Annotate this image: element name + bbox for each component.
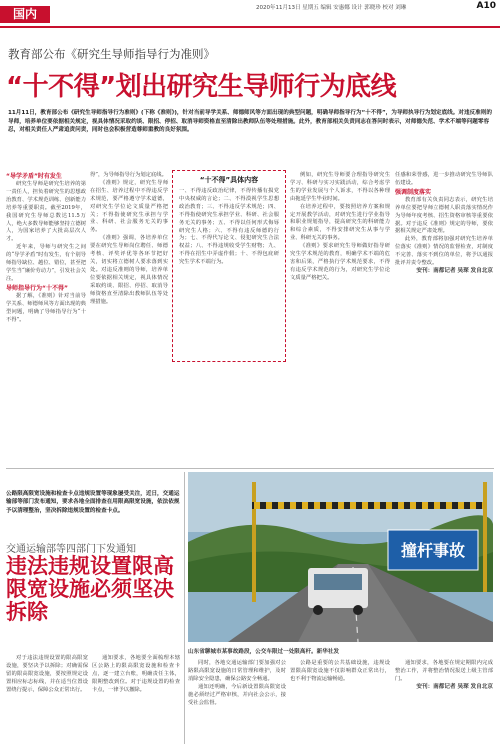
paragraph: 教育部有关负责同志表示，研究生培养单位要把导师立德树人职责落实情况作为导师年度考核、招生资格审核等重要依据。对于违反《准则》规定的导师，要依据相关规定严肃处理。	[395, 196, 493, 235]
paragraph: 公路是重要的公共基础设施，违规设置限高限宽设施不仅影响群众正常出行，也不利于物流运输畅通。	[290, 660, 390, 682]
svg-text:撞杆事故: 撞杆事故	[400, 541, 466, 560]
paragraph: 《准则》强调，各培养单位要在研究生导师岗位聘任、师德考核、评奖评优等各环节把好关，切实将立德树人要求落到实处。对违反准则的导师，培养单位要依据相关规定，视具体情况采取约谈、限招、停招、取消导师资格直至清除出教师队伍等处理措施。	[90, 235, 168, 305]
paragraph: 通知要求，各地要全面梳理本辖区公路上的限高限宽设施和检查卡点，逐一建立台账，明确责任主体，限期整改到位。对于违规设置的检查卡点，一律予以撤除。	[92, 655, 180, 693]
paragraph: 《准则》要求研究生导师做好指导研究生学术规范的教育，明确学术不端的危害和后果，严格执行学术规范要求，不得有违反学术规范的行为，对研究生学位论文质量严格把关。	[290, 243, 390, 281]
page-header	[0, 0, 500, 28]
column-rule	[184, 472, 185, 744]
paragraph: 据了解，《准则》针对当前导学关系、师德师风等方面出现的典型问题，明确了导师指导行为“十不得”。	[6, 292, 86, 323]
paragraph: 同时，各地交通运输部门要加强对公路限高限宽设施的日常管理和维护，及时消除安全隐患，确保公路安全畅通。	[188, 660, 286, 682]
story2-column-3	[188, 660, 286, 707]
section-tag: 国内	[0, 6, 50, 23]
story1-column-5	[395, 172, 493, 276]
story2-subhead: 交通运输部等四部门下发通知	[6, 544, 136, 555]
paragraph: 在培养过程中，要按照培养方案和规定开展教学活动，对研究生进行学业指导和职业规划指导，提高研究生的科研能力和综合素质，不得安排研究生从事与学业、科研无关的事务。	[290, 203, 390, 242]
story1-column-2	[90, 172, 168, 306]
subheading: 导师指导行为“十不得”	[6, 284, 68, 292]
byline: 安刊：南都记者 吴琛 发自北京	[416, 683, 493, 690]
paragraph: 通知要求，各地要在规定期限内完成整治工作，并将整治情况报送上级主管部门。	[395, 660, 493, 682]
box-body: 一、不得违反政治纪律，不得传播有损党中央权威的言论；二、不得漠视学生思想政治教育；三、不得违反学术规范；四、不得指使研究生承担学业、科研、社会服务无关的事务；五、不得以任何形式侮辱研究生人格；六、不得有违反师德的行为；七、不得代写论文、侵犯研究生合法权益；八、不得违规收受学生财物；九、不得在招生中弄虚作假；十、不得包庇研究生学术不端行为。	[179, 188, 279, 266]
paragraph: 例如，研究生导师要合理指导研究生学习、科研与实习实践活动，综合考虑学生的学业发展与个人诉求，不得以各种理由拖延学生毕业时间。	[290, 172, 390, 202]
story2-column-5	[395, 660, 493, 692]
photo-caption: 山东省聊城市某事故路段，公交车限过一处限高杆。新华社发	[188, 649, 340, 655]
story1-subhead: 教育部公布《研究生导师指导行为准则》	[8, 47, 215, 61]
paragraph: 得”，为导师指导行为划定底线。	[90, 172, 167, 178]
paragraph: 任感和荣誉感，进一步推动研究生导师队伍建设。	[395, 172, 493, 186]
ten-rules-box	[172, 170, 286, 362]
paragraph: 近年来，导师与研究生之间的“导学矛盾”时有发生，有个别导师指导缺位、越位、错位，甚至把学生当“廉价劳动力”，引发社会关注。	[6, 244, 86, 282]
news-photo	[188, 472, 493, 642]
subheading: 强调制度落实	[395, 188, 432, 196]
subheading: “导学矛盾”时有发生	[6, 173, 62, 180]
paragraph: 对于违法违规设置的限高限宽设施，要坚决予以拆除；对确需保留的限高限宽设施，要按照规定设置相应标志标线，并在适当位置设置绕行提示，保障公众正常出行。	[6, 655, 88, 693]
story1-column-4	[290, 172, 390, 283]
byline: 安刊：南都记者 吴琛 发自北京	[416, 267, 493, 274]
issue-meta: 2020年11月13日 星期五 编辑 安惠娜 设计 郭晓珍 校对 刘琳	[256, 5, 407, 11]
story2-lead: 公路限高限宽设施和检查卡点违规设置等现象屡受关注，近日，交通运输部等部门发布通知，要求各地全面排查在用限高限宽设施，依法依规予以清理整治，坚决拆除违规设置的检查卡点。	[6, 491, 180, 514]
box-title: “十不得”具体内容	[199, 176, 259, 184]
paragraph: 此外，教育部将加强对研究生培养单位落实《准则》情况的监督检查，对制度不完善、落实不到位的单位，将予以通报批评并责令整改。	[395, 236, 493, 267]
story1-column-1	[6, 172, 86, 324]
page-number: A10	[476, 1, 496, 11]
header-rule	[0, 26, 500, 28]
paragraph: 研究生导师是研究生培养的第一责任人，担负着研究生的思想政治教育、学术规范训练、创新能力培养等重要职责。截至2019年，我国研究生导师总数达11.5万人，绝大多数导师能够坚持立德树人，为国家培养了大批高层次人才。	[6, 181, 86, 243]
story2-headline: 违法违规设置限高限宽设施必须坚决拆除	[6, 554, 174, 624]
story1-headline: “十不得”划出研究生导师行为底线	[6, 72, 397, 102]
story2-column-1	[6, 655, 88, 695]
story1-lead: 11月11日，教育部公布《研究生导师指导行为准则》(下称《准则》)，针对当前导学关系、师德师风等方面出现的典型问题，明确导师指导行为“十不得”，为导师执导行为划定底线。对违反准则的导师，培养单位要依据相关规定，视具体情况采取约谈、限招、停招、取消导师资格直至清除出教师队伍等处理措施。此外，教育部相关负责同志在答问时表示，对师德失范、学术不端等问题零容忍，对相关责任人严肃追责问责，同时也会积极营造尊师重教的良好氛围。	[8, 110, 492, 133]
paragraph: 《准则》规定，研究生导师在招生、培养过程中不得违反学术规范，要严格遵守学术道德，对研究生学位论文质量严格把关；不得指使研究生承担与学业、科研、社会服务无关的事务。	[90, 179, 168, 234]
story2-column-4	[290, 660, 390, 684]
story2-column-2	[92, 655, 180, 695]
paragraph: 通知还明确，今后新设置限高限宽设施必须经过严格审核，并向社会公示，接受社会监督。	[188, 683, 286, 706]
section-divider	[6, 468, 494, 469]
